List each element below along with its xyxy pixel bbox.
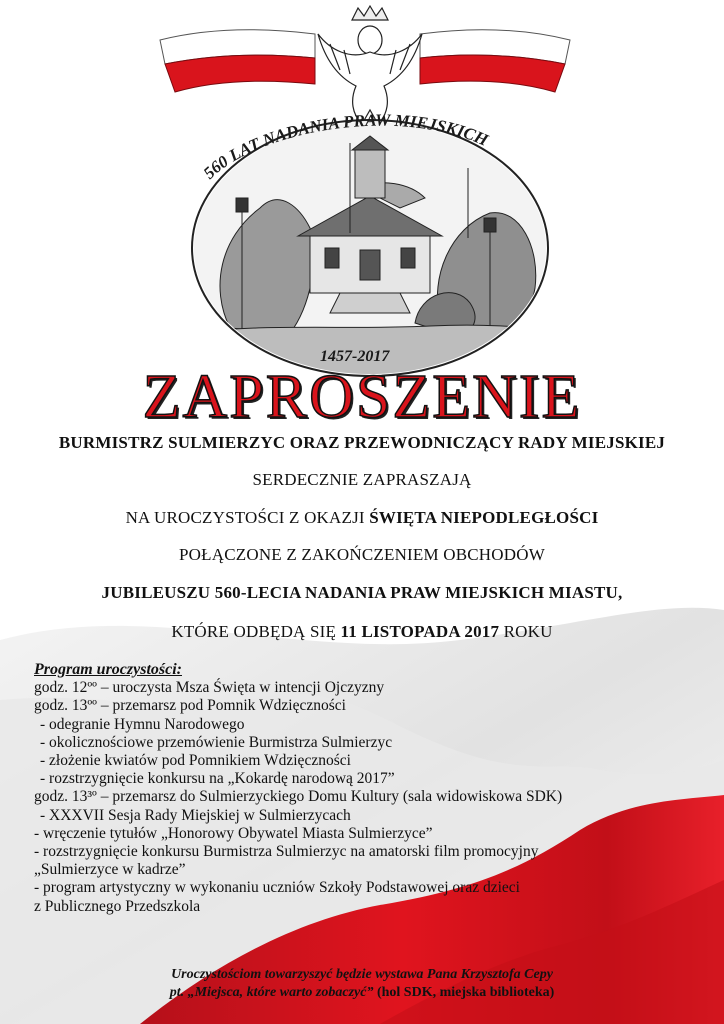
program-item: - rozstrzygnięcie konkursu Burmistrza Sulmierzyc na amatorski film promocyjny [34, 843, 539, 861]
program-item: - wręczenie tytułów „Honorowy Obywatel Miasta Sulmierzyce” [34, 824, 433, 842]
exhibition-title: pt. „Miejsca, które warto zobaczyć” [169, 985, 374, 1000]
date-bold: 11 LISTOPADA 2017 [340, 622, 500, 641]
date-prefix: KTÓRE ODBĘDĄ SIĘ [171, 622, 341, 641]
invitation-line-date [0, 622, 724, 642]
program-item: godz. 12ºº – uroczysta Msza Święta w intencji Ojczyzny [34, 679, 385, 697]
invitation-line-combined: POŁĄCZONE Z ZAKOŃCZENIEM OBCHODÓW [179, 545, 545, 564]
date-suffix: ROKU [499, 622, 553, 641]
program-item: z Publicznego Przedszkola [34, 897, 201, 915]
footer-note [0, 966, 724, 1002]
program-heading: Program uroczystości: [34, 661, 182, 678]
invitation-line-invite: SERDECZNIE ZAPRASZAJĄ [252, 470, 472, 489]
program-section [34, 661, 694, 916]
footer-line-exhibition: Uroczystościom towarzyszyć będzie wystawa Pana Krzysztofa Cepy [171, 967, 553, 982]
program-item: - rozstrzygnięcie konkursu na „Kokardę narodową 2017” [40, 770, 395, 788]
program-item: „Sulmierzyce w kadrze” [34, 861, 186, 879]
invitation-line-occasion [0, 508, 724, 528]
footer-line-title [0, 984, 724, 1002]
program-item: - program artystyczny w wykonaniu uczniów Szkoły Podstawowej oraz dzieci [34, 879, 520, 897]
program-item: godz. 13ºº – przemarsz pod Pomnik Wdzięczności [34, 697, 346, 715]
program-item: - złożenie kwiatów pod Pomnikiem Wdzięczności [40, 752, 351, 770]
years-label: 1457-2017 [320, 348, 390, 365]
occasion-prefix: NA UROCZYSTOŚCI Z OKAZJI [125, 508, 370, 527]
invitation-line-jubilee: JUBILEUSZU 560-LECIA NADANIA PRAW MIEJSKICH MIASTU, [101, 583, 623, 602]
jubilee-arc-title [0, 0, 724, 200]
program-item: - odegranie Hymnu Narodowego [40, 715, 245, 733]
program-item: godz. 13³º – przemarsz do Sulmierzyckiego Domu Kultury (sala widowiskowa SDK) [34, 788, 563, 806]
invitation-line-hosts: BURMISTRZ SULMIERZYC ORAZ PRZEWODNICZĄCY RADY MIEJSKIEJ [58, 433, 666, 452]
exhibition-location: (hol SDK, miejska biblioteka) [373, 985, 555, 1000]
svg-text:560 LAT NADANIA PRAW MIEJSKICH [200, 111, 492, 183]
page-title: ZAPROSZENIE [142, 363, 582, 431]
occasion-bold: ŚWIĘTA NIEPODLEGŁOŚCI [369, 508, 599, 527]
program-item: - okolicznościowe przemówienie Burmistrza Sulmierzyc [40, 733, 393, 751]
program-item: - XXXVII Sesja Rady Miejskiej w Sulmierzycach [40, 806, 351, 824]
arc-title-text: 560 LAT NADANIA PRAW MIEJSKICH [199, 110, 491, 183]
